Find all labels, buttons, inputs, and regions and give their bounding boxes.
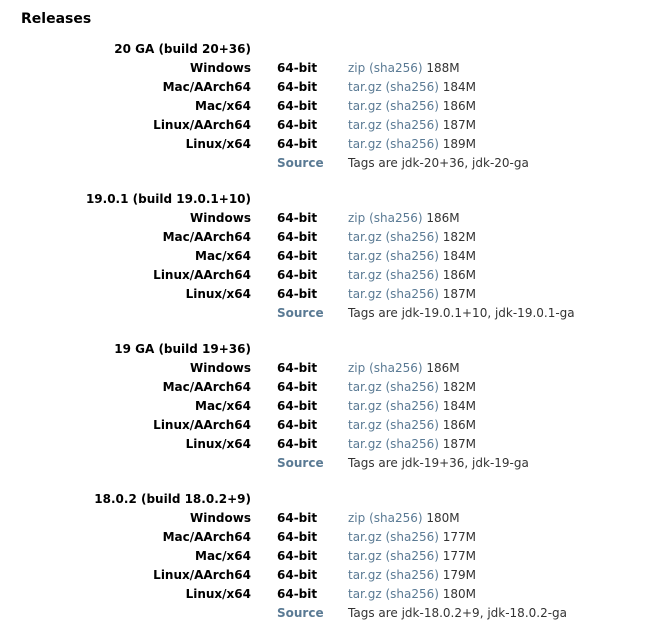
download-cell bbox=[348, 378, 476, 396]
build-row bbox=[0, 209, 669, 228]
download-cell bbox=[348, 547, 476, 565]
download-cell bbox=[348, 435, 476, 453]
file-size: 182M bbox=[442, 380, 477, 394]
file-size: 186M bbox=[426, 211, 460, 225]
platform-label: Windows bbox=[190, 61, 251, 75]
checksum-link[interactable]: (sha256) bbox=[385, 118, 439, 132]
arch-label: 64-bit bbox=[277, 287, 318, 301]
download-cell bbox=[348, 247, 476, 265]
arch-label: 64-bit bbox=[277, 399, 318, 413]
platform-label: Mac/x64 bbox=[195, 399, 251, 413]
platform-label: Linux/AArch64 bbox=[153, 268, 251, 282]
release-title: 20 GA (build 20+36) bbox=[114, 42, 251, 56]
file-size: 188M bbox=[426, 61, 460, 75]
release-title: 19.0.1 (build 19.0.1+10) bbox=[85, 192, 251, 206]
arch-label: 64-bit bbox=[277, 61, 318, 75]
download-cell bbox=[348, 416, 476, 434]
file-size: 187M bbox=[442, 287, 477, 301]
checksum-link[interactable]: (sha256) bbox=[369, 61, 423, 75]
platform-label: Mac/x64 bbox=[195, 549, 251, 563]
arch-label: 64-bit bbox=[277, 568, 318, 582]
release-title: 19 GA (build 19+36) bbox=[114, 342, 251, 356]
platform-label: Linux/AArch64 bbox=[153, 418, 251, 432]
release-section bbox=[0, 40, 669, 184]
release-title: 18.0.2 (build 18.0.2+9) bbox=[94, 492, 251, 506]
checksum-link[interactable]: (sha256) bbox=[385, 530, 439, 544]
platform-label: Linux/x64 bbox=[185, 287, 251, 301]
platform-label: Mac/x64 bbox=[195, 99, 251, 113]
file-size: 180M bbox=[426, 511, 460, 525]
build-row bbox=[0, 116, 669, 135]
download-link[interactable]: tar.gz bbox=[348, 437, 382, 451]
release-section bbox=[0, 340, 669, 484]
download-cell bbox=[348, 135, 476, 153]
checksum-link[interactable]: (sha256) bbox=[385, 380, 439, 394]
download-cell bbox=[348, 209, 460, 227]
download-cell bbox=[348, 285, 476, 303]
download-link[interactable]: zip bbox=[348, 211, 366, 225]
download-link[interactable]: tar.gz bbox=[348, 137, 382, 151]
file-size: 184M bbox=[442, 80, 477, 94]
build-row bbox=[0, 509, 669, 528]
file-size: 186M bbox=[442, 418, 477, 432]
build-row bbox=[0, 78, 669, 97]
file-size: 186M bbox=[442, 99, 477, 113]
download-cell bbox=[348, 566, 476, 584]
arch-label: 64-bit bbox=[277, 137, 318, 151]
download-link[interactable]: tar.gz bbox=[348, 287, 382, 301]
download-link[interactable]: tar.gz bbox=[348, 399, 382, 413]
arch-label: 64-bit bbox=[277, 230, 318, 244]
checksum-link[interactable]: (sha256) bbox=[385, 249, 439, 263]
arch-label: 64-bit bbox=[277, 437, 318, 451]
file-size: 177M bbox=[442, 530, 477, 544]
source-link[interactable]: Source bbox=[277, 456, 324, 470]
platform-label: Linux/AArch64 bbox=[153, 568, 251, 582]
checksum-link[interactable]: (sha256) bbox=[385, 568, 439, 582]
arch-label: 64-bit bbox=[277, 211, 318, 225]
file-size: 187M bbox=[442, 437, 477, 451]
file-size: 184M bbox=[442, 249, 477, 263]
build-row bbox=[0, 359, 669, 378]
download-link[interactable]: tar.gz bbox=[348, 587, 382, 601]
download-cell bbox=[348, 509, 460, 527]
platform-label: Linux/x64 bbox=[185, 437, 251, 451]
file-size: 179M bbox=[442, 568, 477, 582]
platform-label: Windows bbox=[190, 361, 251, 375]
tags-text: Tags are jdk-19.0.1+10, jdk-19.0.1-ga bbox=[348, 306, 575, 320]
download-link[interactable]: tar.gz bbox=[348, 268, 382, 282]
arch-label: 64-bit bbox=[277, 549, 318, 563]
build-row bbox=[0, 378, 669, 397]
download-cell bbox=[348, 78, 476, 96]
arch-label: 64-bit bbox=[277, 80, 318, 94]
download-link[interactable]: tar.gz bbox=[348, 549, 382, 563]
build-row bbox=[0, 247, 669, 266]
download-link[interactable]: tar.gz bbox=[348, 530, 382, 544]
download-cell bbox=[348, 397, 476, 415]
arch-label: 64-bit bbox=[277, 418, 318, 432]
download-link[interactable]: tar.gz bbox=[348, 380, 382, 394]
arch-label: 64-bit bbox=[277, 587, 318, 601]
download-cell bbox=[348, 97, 476, 115]
download-cell bbox=[348, 228, 476, 246]
build-row bbox=[0, 228, 669, 247]
download-link[interactable]: tar.gz bbox=[348, 249, 382, 263]
download-link[interactable]: tar.gz bbox=[348, 118, 382, 132]
checksum-link[interactable]: (sha256) bbox=[385, 137, 439, 151]
source-link[interactable]: Source bbox=[277, 606, 324, 620]
arch-label: 64-bit bbox=[277, 361, 318, 375]
file-size: 189M bbox=[442, 137, 477, 151]
checksum-link[interactable]: (sha256) bbox=[385, 268, 439, 282]
release-section bbox=[0, 190, 669, 334]
platform-label: Linux/x64 bbox=[185, 587, 251, 601]
file-size: 186M bbox=[426, 361, 460, 375]
download-cell bbox=[348, 59, 460, 77]
download-link[interactable]: tar.gz bbox=[348, 230, 382, 244]
arch-label: 64-bit bbox=[277, 118, 318, 132]
download-cell bbox=[348, 266, 476, 284]
build-row bbox=[0, 416, 669, 435]
checksum-link[interactable]: (sha256) bbox=[385, 549, 439, 563]
file-size: 180M bbox=[442, 587, 477, 601]
download-link[interactable]: zip bbox=[348, 61, 366, 75]
release-section bbox=[0, 490, 669, 634]
download-link[interactable]: zip bbox=[348, 361, 366, 375]
source-row bbox=[0, 154, 669, 173]
download-cell bbox=[348, 116, 476, 134]
download-cell bbox=[348, 585, 476, 603]
platform-label: Mac/AArch64 bbox=[162, 380, 251, 394]
download-link[interactable]: zip bbox=[348, 511, 366, 525]
checksum-link[interactable]: (sha256) bbox=[369, 511, 423, 525]
source-link[interactable]: Source bbox=[277, 306, 324, 320]
build-row bbox=[0, 59, 669, 78]
file-size: 186M bbox=[442, 268, 477, 282]
download-link[interactable]: tar.gz bbox=[348, 99, 382, 113]
checksum-link[interactable]: (sha256) bbox=[385, 418, 439, 432]
checksum-link[interactable]: (sha256) bbox=[369, 211, 423, 225]
tags-text: Tags are jdk-20+36, jdk-20-ga bbox=[348, 156, 529, 170]
source-link[interactable]: Source bbox=[277, 156, 324, 170]
arch-label: 64-bit bbox=[277, 268, 318, 282]
download-link[interactable]: tar.gz bbox=[348, 80, 382, 94]
build-row bbox=[0, 435, 669, 454]
source-row bbox=[0, 604, 669, 623]
checksum-link[interactable]: (sha256) bbox=[385, 99, 439, 113]
checksum-link[interactable]: (sha256) bbox=[385, 399, 439, 413]
build-row bbox=[0, 285, 669, 304]
checksum-link[interactable]: (sha256) bbox=[385, 587, 439, 601]
platform-label: Mac/AArch64 bbox=[162, 80, 251, 94]
platform-label: Linux/AArch64 bbox=[153, 118, 251, 132]
build-row bbox=[0, 585, 669, 604]
build-row bbox=[0, 135, 669, 154]
arch-label: 64-bit bbox=[277, 99, 318, 113]
checksum-link[interactable]: (sha256) bbox=[369, 361, 423, 375]
platform-label: Linux/x64 bbox=[185, 137, 251, 151]
arch-label: 64-bit bbox=[277, 511, 318, 525]
arch-label: 64-bit bbox=[277, 249, 318, 263]
platform-label: Mac/AArch64 bbox=[162, 230, 251, 244]
page-title: Releases bbox=[21, 11, 92, 27]
download-link[interactable]: tar.gz bbox=[348, 568, 382, 582]
build-row bbox=[0, 266, 669, 285]
arch-label: 64-bit bbox=[277, 530, 318, 544]
platform-label: Windows bbox=[190, 211, 251, 225]
build-row bbox=[0, 547, 669, 566]
download-cell bbox=[348, 359, 460, 377]
tags-text: Tags are jdk-19+36, jdk-19-ga bbox=[348, 456, 529, 470]
file-size: 177M bbox=[442, 549, 477, 563]
tags-text: Tags are jdk-18.0.2+9, jdk-18.0.2-ga bbox=[348, 606, 568, 620]
file-size: 184M bbox=[442, 399, 477, 413]
source-row bbox=[0, 454, 669, 473]
platform-label: Mac/x64 bbox=[195, 249, 251, 263]
download-link[interactable]: tar.gz bbox=[348, 418, 382, 432]
arch-label: 64-bit bbox=[277, 380, 318, 394]
platform-label: Mac/AArch64 bbox=[162, 530, 251, 544]
file-size: 182M bbox=[442, 230, 477, 244]
source-row bbox=[0, 304, 669, 323]
build-row bbox=[0, 397, 669, 416]
build-row bbox=[0, 566, 669, 585]
download-cell bbox=[348, 528, 476, 546]
file-size: 187M bbox=[442, 118, 477, 132]
build-row bbox=[0, 97, 669, 116]
checksum-link[interactable]: (sha256) bbox=[385, 80, 439, 94]
checksum-link[interactable]: (sha256) bbox=[385, 437, 439, 451]
checksum-link[interactable]: (sha256) bbox=[385, 230, 439, 244]
build-row bbox=[0, 528, 669, 547]
checksum-link[interactable]: (sha256) bbox=[385, 287, 439, 301]
platform-label: Windows bbox=[190, 511, 251, 525]
